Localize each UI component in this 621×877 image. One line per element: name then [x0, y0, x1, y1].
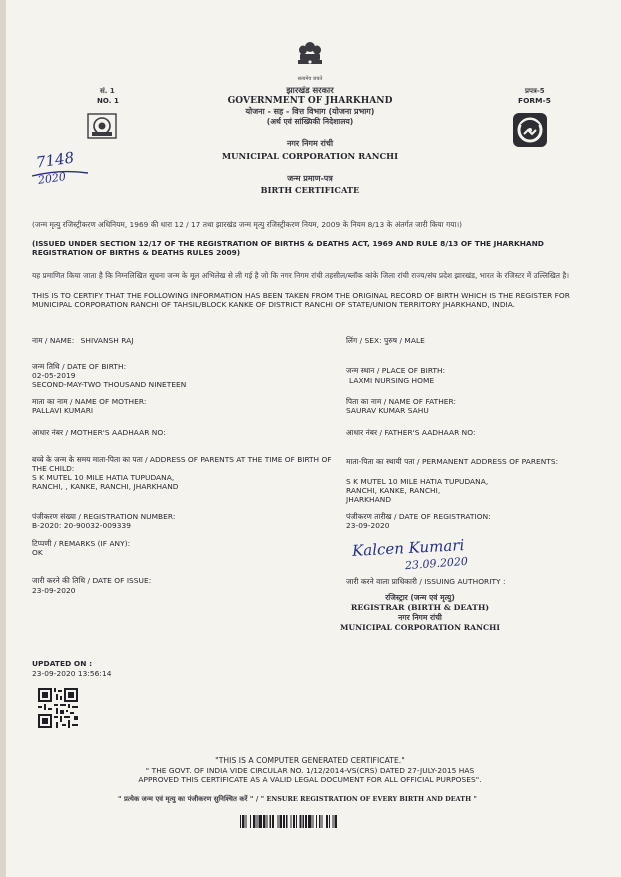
- barcode-icon: [240, 815, 380, 828]
- addr-birth-line2: RANCHI, , KANKE, RANCHI, JHARKHAND: [32, 482, 179, 491]
- ensure-hi: " प्रत्येक जन्म एवं मृत्यु का पंजीकरण सुनिश्चित करें " /: [118, 795, 259, 803]
- authority-label-hi: जारी करने वाला प्राधिकारी: [346, 577, 417, 586]
- pob-label-hi: जन्म स्थान: [346, 366, 375, 375]
- handwritten-ref-bottom: 2020: [37, 170, 67, 187]
- cert-title-en: BIRTH CERTIFICATE: [260, 185, 360, 195]
- addr-perm-label-hi: माता-पिता का स्थायी पता: [346, 457, 415, 466]
- father-aadhaar-label-en: / FATHER'S AADHAAR NO:: [379, 428, 476, 437]
- handwritten-ref-top: 7148: [34, 148, 76, 172]
- addr-perm-label: [346, 458, 558, 467]
- name-value: SHIVANSH RAJ: [80, 336, 134, 345]
- signature: Kalcen Kumari: [351, 536, 465, 560]
- authority-corp-en: MUNICIPAL CORPORATION RANCHI: [340, 623, 500, 632]
- pob-value: LAXMI NURSING HOME: [349, 376, 435, 385]
- issue-date-label: [32, 577, 151, 586]
- name-label: नाम / NAME:: [32, 336, 75, 345]
- dob-value: 02-05-2019: [32, 371, 76, 380]
- name-field: [32, 337, 134, 346]
- paper-edge-shadow: [0, 0, 6, 877]
- sex-value: पुरुष / MALE: [384, 336, 425, 345]
- dob-words: SECOND-MAY-TWO THOUSAND NINETEEN: [32, 380, 187, 389]
- addr-birth-label: [32, 456, 342, 473]
- certify-en: THIS IS TO CERTIFY THAT THE FOLLOWING INFORMATION HAS BEEN TAKEN FROM THE ORIGINAL RECORD OF BIRTH WHICH IS THE REGISTER FOR MUNICIPAL CORPORATION RANCHI OF TAHSIL/BLOCK KANKE OF DISTRICT RANCHI OF STATE/UNION TERRITORY JHARKHAND, INDIA.: [32, 291, 570, 309]
- remarks-label-hi: टिप्पणी: [32, 539, 52, 548]
- dept-hi: योजना - सह - वित्त विभाग (योजना प्रभाग): [245, 107, 375, 116]
- addr-perm-line2: RANCHI, KANKE, RANCHI,: [346, 486, 441, 495]
- issue-date-value: 23-09-2020: [32, 586, 76, 595]
- corp-en: MUNICIPAL CORPORATION RANCHI: [221, 151, 399, 161]
- left-no-hi: सं. 1: [100, 87, 115, 95]
- issued-under-hi: (जन्म मृत्यु रजिस्ट्रीकरण अधिनियम, 1969 की धारा 12 / 17 तथा झारखंड जन्म मृत्यु रजिस्ट्रीकरण नियम, 2009 के नियम 8/13 के अंतर्गत जारी किया गया।): [32, 220, 463, 229]
- mother-aadhaar-label-en: / MOTHER'S AADHAAR NO:: [65, 428, 166, 437]
- mother-value: PALLAVI KUMARI: [32, 406, 94, 415]
- issued-under-en: (ISSUED UNDER SECTION 12/17 OF THE REGISTRATION OF BIRTHS & DEATHS ACT, 1969 AND RULE 8/13 OF THE JHARKHAND REGISTRATION OF BIRTHS & DEATHS RULES 2009): [32, 239, 544, 257]
- remarks-value: OK: [32, 548, 43, 557]
- registrar-en: REGISTRAR (BIRTH & DEATH): [350, 603, 490, 612]
- addr-perm-line3: JHARKHAND: [346, 495, 392, 504]
- father-aadhaar-label-hi: आधार नंबर: [346, 428, 378, 437]
- pob-label: [346, 367, 445, 376]
- national-emblem-icon: [295, 40, 325, 76]
- father-aadhaar-label: [346, 429, 476, 438]
- remarks-label: [32, 540, 130, 549]
- circular-line2: APPROVED THIS CERTIFICATE AS A VALID LEGAL DOCUMENT FOR ALL OFFICIAL PURPOSES".: [138, 775, 482, 784]
- issue-date-label-hi: जारी करने की तिथि: [32, 576, 86, 585]
- right-form-en: FORM-5: [518, 96, 551, 105]
- authority-label: [346, 578, 506, 587]
- father-label-hi: पिता का नाम: [346, 397, 382, 406]
- updated-value: 23-09-2020 13:56:14: [32, 669, 112, 678]
- remarks-label-en: / REMARKS (IF ANY):: [53, 539, 131, 548]
- corp-hi: नगर निगम रांची: [286, 139, 334, 148]
- father-value: SAURAV KUMAR SAHU: [346, 406, 429, 415]
- authority-corp-hi: नगर निगम रांची: [398, 613, 442, 622]
- dob-label-en: / DATE OF BIRTH:: [62, 362, 127, 371]
- certify-hi: यह प्रमाणित किया जाता है कि निम्नलिखित सूचना जन्म के मूल अभिलेख से ली गई है जो कि नगर निगम रांची तहसील/ब्लॉक कांके जिला रांची राज्य/संघ प्रदेश झारखंड, भारत के रजिस्टर में उल्लिखित है।: [32, 271, 570, 280]
- reg-no-value: B-2020: 20-90032-009339: [32, 521, 131, 530]
- govt-en: GOVERNMENT OF JHARKHAND: [227, 96, 393, 106]
- dob-label-hi: जन्म तिथि: [32, 362, 60, 371]
- mother-label-en: / NAME OF MOTHER:: [69, 397, 147, 406]
- reg-no-label-en: / REGISTRATION NUMBER:: [78, 512, 176, 521]
- sex-label: लिंग / SEX:: [346, 336, 382, 345]
- addr-birth-label-hi: बच्चे के जन्म के समय माता-पिता का पता: [32, 455, 143, 464]
- reg-date-value: 23-09-2020: [346, 521, 390, 530]
- father-label-en: / NAME OF FATHER:: [383, 397, 457, 406]
- qr-code-icon: [36, 686, 80, 730]
- signature-date: 23.09.2020: [404, 554, 469, 573]
- updated-label: UPDATED ON :: [32, 659, 93, 668]
- addr-perm-label-en: / PERMANENT ADDRESS OF PARENTS:: [417, 457, 559, 466]
- reg-date-label-en: / DATE OF REGISTRATION:: [393, 512, 491, 521]
- jharkhand-logo-icon: [87, 113, 117, 139]
- ensure-en: " ENSURE REGISTRATION OF EVERY BIRTH AND DEATH ": [260, 795, 477, 803]
- ensure-registration: [118, 795, 477, 804]
- pob-label-en: / PLACE OF BIRTH:: [376, 366, 446, 375]
- left-no-en: NO. 1: [97, 97, 119, 105]
- govt-hi: झारखंड सरकार: [286, 85, 334, 95]
- cert-title-hi: जन्म प्रमाण-पत्र: [287, 174, 333, 183]
- mother-label-hi: माता का नाम: [32, 397, 68, 406]
- authority-label-en: / ISSUING AUTHORITY :: [419, 577, 506, 586]
- dept-sub-hi: (अर्थ एवं सांख्यिकी निदेशालय): [266, 117, 354, 126]
- reg-no-label-hi: पंजीकरण संख्या: [32, 512, 76, 521]
- addr-perm-line1: S K MUTEL 10 MILE HATIA TUPUDANA,: [346, 477, 489, 486]
- issue-date-label-en: / DATE OF ISSUE:: [87, 576, 152, 585]
- addr-birth-label-en: / ADDRESS OF PARENTS AT THE TIME OF BIRTH OF THE CHILD:: [32, 455, 332, 473]
- registrar-hi: रजिस्ट्रार (जन्म एवं मृत्यु): [385, 593, 455, 602]
- right-form-hi: प्रपत्र-5: [525, 87, 545, 95]
- circular-line1: " THE GOVT. OF INDIA VIDE CIRCULAR NO. 1/12/2014-VS(CRS) DATED 27-JULY-2015 HAS: [145, 766, 475, 775]
- mother-aadhaar-label: [32, 429, 166, 438]
- computer-generated-note: "THIS IS A COMPUTER GENERATED CERTIFICATE.": [215, 756, 405, 765]
- sex-field: [346, 337, 425, 346]
- emblem-caption: सत्यमेव जयते: [297, 76, 323, 82]
- mother-aadhaar-label-hi: आधार नंबर: [32, 428, 64, 437]
- reg-date-label-hi: पंजीकरण तारीख: [346, 512, 392, 521]
- crs-logo-icon: [512, 112, 548, 148]
- addr-birth-line1: S K MUTEL 10 MILE HATIA TUPUDANA,: [32, 473, 175, 482]
